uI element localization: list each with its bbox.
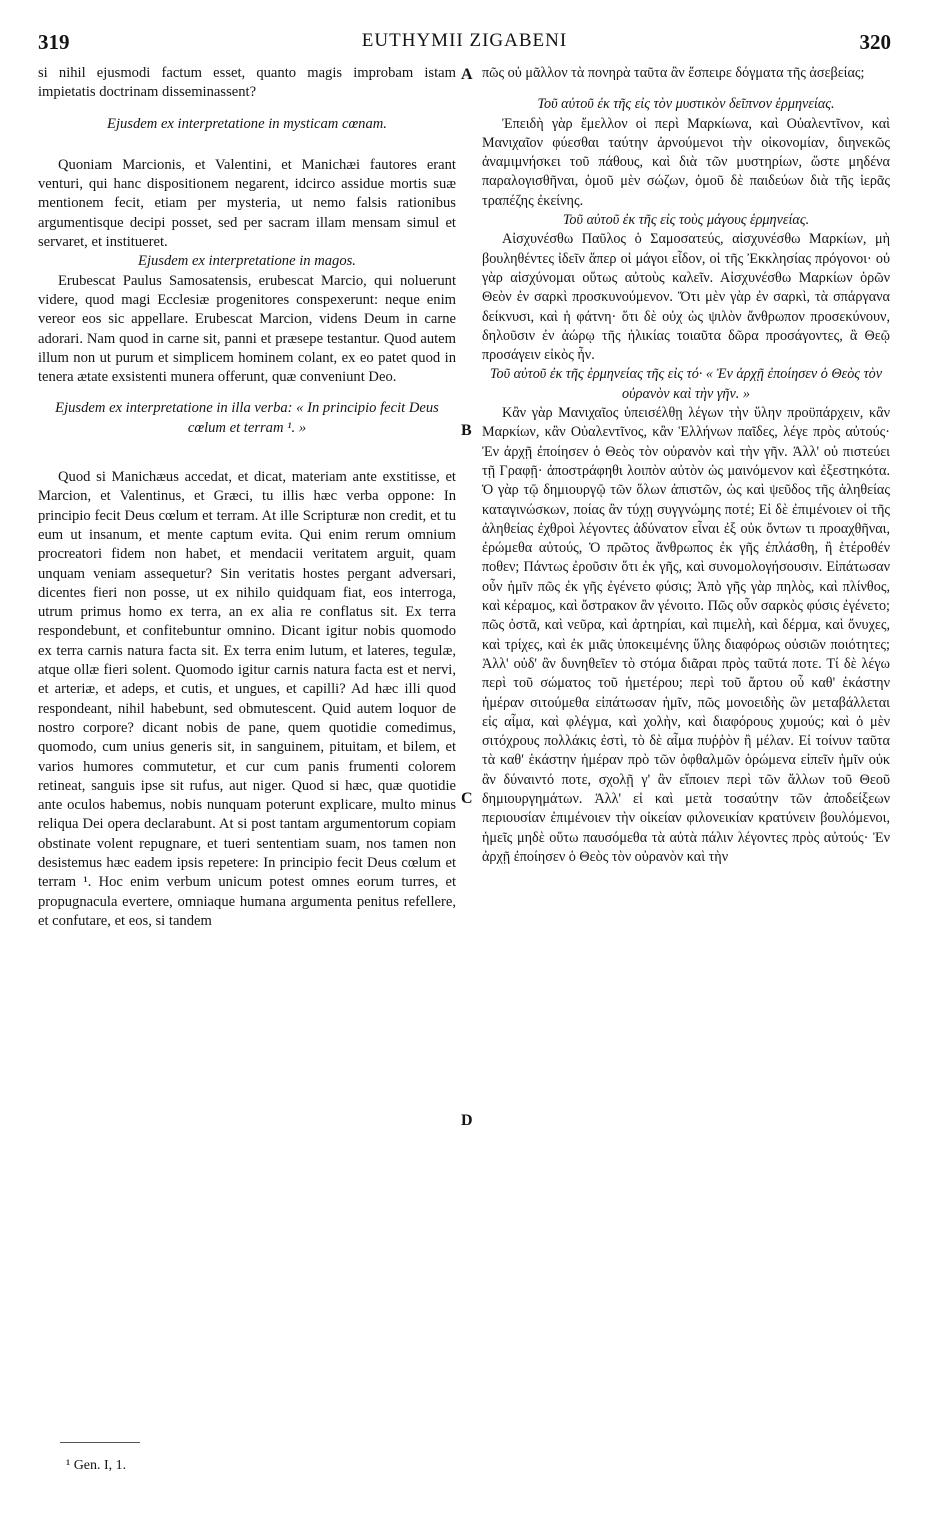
page-header [38, 30, 891, 60]
latin-heading-magi: Ejusdem ex interpretatione in magos. [138, 253, 356, 270]
section-marker-c: C [461, 790, 473, 807]
greek-heading-magi: Τοῦ αὐτοῦ ἐκ τῆς εἰς τοὺς μάγους ἑρμηνείας. [562, 212, 810, 229]
latin-intro-paragraph: si nihil ejusmodi factum esset, quanto magis improbam istam impietatis doctrinam disseminassent? [38, 65, 456, 101]
latin-paragraph-magi: Erubescat Paulus Samosatensis, erubescat Marcio, qui noluerunt videre, quod magi Ecclesiæ progenitores conspexerunt: neque enim vereor eos sic appellare. Erubescat Marcion, videns Deum in carne adorari. Nam quod in carne sit, panni et præsepe testantur. Quod autem illum non ut purum et simplicem hominem colant, ex eo patet quod in tenera ætate exsistenti munera offerunt, quæ conveniunt Deo. [38, 272, 456, 386]
section-marker-d: D [461, 1112, 473, 1129]
footnote-divider [60, 1442, 140, 1443]
latin-paragraph-mystical-supper: Quoniam Marcionis, et Valentini, et Manichæi fautores erant venturi, qui hanc dispositionem negarent, idcirco assidue mortis suæ mentionem fecit, etiam per mysteria, ut nemo falsis rationibus argumentisque decipi posset, sed per sacram illam mensam simul et servaret, et institueret. [38, 156, 456, 251]
greek-column [482, 64, 890, 867]
running-title: EUTHYMII ZIGABENI [361, 30, 568, 51]
page-number-left: 319 [38, 30, 70, 54]
latin-paragraph-in-principio: Quod si Manichæus accedat, et dicat, materiam ante exstitisse, et Marcion, et Valentinus, et Græci, tu illis hæc verba oppone: In principio fecit Deus cœlum et terram. At ille Scripturæ non credit, et tu eum ut insanum, et mente captum evita. Qui enim rerum omnium procreatori fidem non habet, et mendacii veritatem arguit, quam unquam veniam assequetur? Sin veritatis hostes pergant adversari, dicentes fieri non posse, ut ex nihilo quidquam fiat, eos interroga, utrum primus homo ex terra, an ex alia re conflatus sit. Ex terra respondebunt, et confitebuntur omnino. Dicant igitur nobis quomodo ex terra carnis natura facta sit. Ex terra enim lutum, et lateres, tegulæ, atque ollæ fieri solent. Quomodo igitur carnis natura facta est et nervi, et arteriæ, et adeps, et cutis, et ungues, et capilli? Ad hæc illi quod respondeant, nihil habebunt, sed obmutescent. Quid autem loquor de nostro corpore? dicant nobis de pane, quem quotidie comedimus, quomodo, cum unius generis sit, in sanguinem, pituitam, et bilem, et varios humores commutetur, et cur cum panis frumenti colorem retineat, sanguis ipse sit rufus, aut niger. Quod si hæc, quæ quotidie ante oculos habemus, nobis nunquam poterunt explicare, multo minus reliqua Dei opera declarabunt. At si post tantam argumentorum copiam obstinate volent repugnare, et tueri sententiam suam, nos tamen non desistemus hæc eadem ipsis repetere: In principio fecit Deus cœlum et terram ¹. Hoc enim verbum unicum potest omnes eorum turres, et propugnacula evertere, omniaque humana argumenta penitus refellere, et confutare, et eos, si tandem [38, 469, 456, 929]
latin-heading-mystical-supper: Ejusdem ex interpretatione in mysticam cœnam. [107, 115, 387, 132]
latin-heading-in-principio: Ejusdem ex interpretatione in illa verba: « In principio fecit Deus cœlum et terram ¹. » [55, 400, 439, 436]
page-number-right: 320 [859, 30, 891, 54]
greek-heading-mystical-supper: Τοῦ αὐτοῦ ἐκ τῆς εἰς τὸν μυστικὸν δεῖπνον ἑρμηνείας. [537, 96, 835, 113]
greek-paragraph-in-principio: Κἂν γὰρ Μανιχαῖος ὑπεισέλθῃ λέγων τὴν ὕλην προϋπάρχειν, κἂν Μαρκίων, κἂν Οὐαλεντῖνος, κἂν Ἑλλήνων παῖδες, λέγε πρὸς αὐτούς· Ἐν ἀρχῇ ἐποίησεν ὁ Θεὸς τὸν οὐρανὸν καὶ τὴν γῆν. Ἀλλ' οὐ πιστεύει τῇ Γραφῇ· ἀποστράφηθι λοιπὸν αὐτὸν ὡς μαινόμενον καὶ ἐξεστηκότα. Ὁ γὰρ τῷ δημιουργῷ τῶν ὅλων ἀπιστῶν, ὡς καὶ ψεῦδος τῆς ἀληθείας καταγινώσκων, ποίας ἂν τύχῃ συγγνώμης ποτέ; Εἰ δὲ ἐπιμένοιεν οἱ τῆς ἀληθείας ἐχθροὶ λέγοντες ἀδύνατον εἶναι ἐξ οὐκ ὄντων τι προαχθῆναι, ἐρώμεθα αὐτούς, Ὁ πρῶτος ἄνθρωπος ἐκ γῆς ἐπλάσθη, ἢ ἑτέροθέν ποθεν; Πάντως ἐροῦσιν ὅτι ἐκ γῆς, καὶ συνομολογήσουσιν. Εἰπάτωσαν οὖν ἡμῖν πῶς ἐκ γῆς ἐγένετο φύσις; Ἀπὸ γῆς γὰρ πηλὸς, καὶ πλίνθος, καὶ κέραμος, καὶ ὄστρακον ἂν γένοιτο. Πῶς οὖν σαρκὸς φύσις ἐγένετο; πῶς ὀστᾶ, καὶ νεῦρα, καὶ ἀρτηρίαι, καὶ πιμελὴ, καὶ δέρμα, καὶ ὄνυχες, καὶ τρίχες, καὶ ἐκ μιᾶς ὑποκειμένης ὕλης διαφόρως οὐσιῶν ποιότητες; Ἀλλ' οὐδ' ἂν δυνηθεῖεν τὸ στόμα διᾶραι πρὸς ταῦτά ποτε. Τί δὲ λέγω περὶ τοῦ σώματος τοῦ ἡμετέρου; περὶ τοῦ ἄρτου οὗ καθ' ἑκάστην ἡμέραν σιτούμεθα εἰπάτωσαν ἡμῖν, πῶς μονοειδὴς ὢν μεταβάλλεται εἰς αἷμα, καὶ φλέγμα, καὶ χολὴν, καὶ διαφόρους χυμούς; καὶ ὁ μὲν σιτόχρους πολλάκις ἐστὶ, τὸ δὲ αἷμα πυῤῥὸν ἢ μέλαν. Εἰ τοίνυν ταῦτα τὰ καθ' ἑκάστην ἡμέραν πρὸ τῶν ὀφθαλμῶν ὁρώμενα εἰπεῖν ἡμῖν οὐκ ἂν δύναιντό ποτε, σχολῇ γ' ἂν εἴποιεν περὶ τῶν ἄλλων τοῦ Θεοῦ δημιουργημάτων. Ἀλλ' εἰ καὶ μετὰ τοσαύτην τῶν ἀποδείξεων περιουσίαν ἐπιμένοιεν τὴν οἰκείαν φιλονεικίαν κρατύνειν βουλόμενοι, ἡμεῖς μηδὲ οὕτω παυσόμεθα τὰ αὐτὰ πάλιν λέγοντες πρὸς αὐτούς· Ἐν ἀρχῇ ἐποίησεν ὁ Θεὸς τὸν οὐρανὸν καὶ τὴν [482, 405, 890, 865]
section-marker-a: A [461, 66, 473, 83]
greek-heading-in-principio: Τοῦ αὐτοῦ ἐκ τῆς ἑρμηνείας τῆς εἰς τό· « Ἐν ἀρχῇ ἐποίησεν ὁ Θεὸς τὸν οὐρανὸν καὶ τὴν γῆν. » [489, 366, 883, 402]
footnote: ¹ Gen. I, 1. [66, 1458, 127, 1473]
section-marker-b: B [461, 422, 472, 439]
greek-intro-paragraph: πῶς οὐ μᾶλλον τὰ πονηρὰ ταῦτα ἂν ἔσπειρε δόγματα τῆς ἀσεβείας; [482, 65, 865, 81]
latin-column [38, 64, 456, 931]
greek-paragraph-mystical-supper: Ἐπειδὴ γὰρ ἔμελλον οἱ περὶ Μαρκίωνα, καὶ Οὐαλεντῖνον, καὶ Μανιχαῖον φύεσθαι ταύτην ἀρνούμενοι τὴν οἰκονομίαν, διηνεκῶς ἀναμιμνήσκει τοῦ πάθους, καὶ διὰ τῶν μυστηρίων, ὥστε μηδένα παραλογισθῆναι, ὁμοῦ μὲν σώζων, ὁμοῦ δὲ παιδεύων διὰ τῆς ἱερᾶς τραπέζης ἐκείνης. [482, 115, 890, 209]
greek-paragraph-magi: Αἰσχυνέσθω Παῦλος ὁ Σαμοσατεύς, αἰσχυνέσθω Μαρκίων, μὴ βουληθέντες ἰδεῖν ἅπερ οἱ μάγοι εἶδον, οἱ τῆς Ἐκκλησίας πρόγονοι· οὐ γὰρ αἰσχύνομαι οὕτως αὐτοὺς καλεῖν. Αἰσχυνέσθω Μαρκίων ὁρῶν Θεὸν ἐν σαρκὶ προσκυνούμενον. Ὅτι μὲν γὰρ ἐν σαρκὶ, τὰ σπάργανα δείκνυσι, καὶ ἡ φάτνη· ὅτι δὲ οὐχ ὡς ψιλὸν ἄνθρωπον προσεκύνουν, δηλοῦσιν ἐν ἀώρῳ τῆς ἡλικίας τοιαῦτα δῶρα προσάγοντες, ἃ Θεῷ προσάγειν εἰκὸς ἦν. [482, 231, 890, 364]
